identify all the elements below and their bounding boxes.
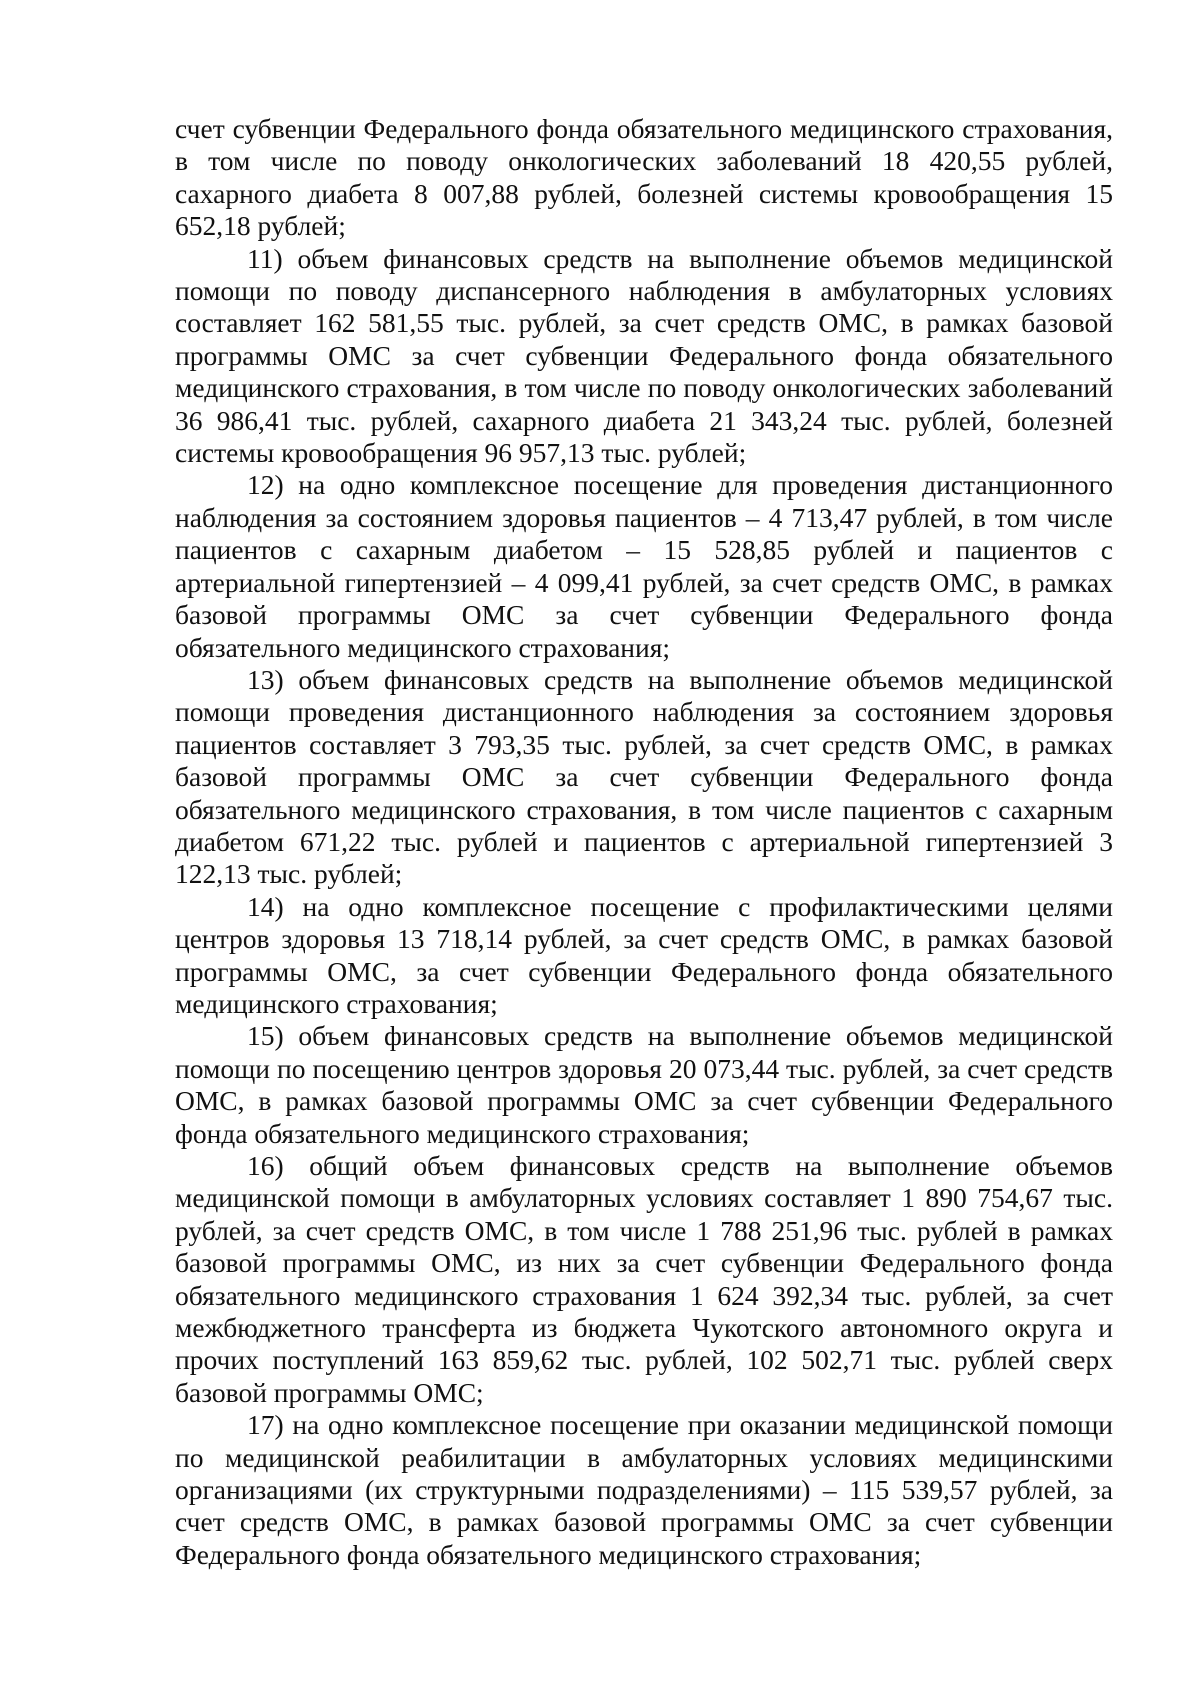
- paragraph-item-14: 14) на одно комплексное посещение с профилактическими целями центров здоровья 13 718,14 рублей, за счет средств ОМС, в рамках базовой программы ОМС, за счет субвенции Федерального фонда обязательного медицинского страхования;: [175, 890, 1113, 1019]
- paragraph-item-16: 16) общий объем финансовых средств на выполнение объемов медицинской помощи в амбулаторных условиях составляет 1 890 754,67 тыс. рублей, за счет средств ОМС, в том числе 1 788 251,96 тыс. рублей в рамках базовой программы ОМС, из них за счет субвенции Федерального фонда обязательного медицинского страхования 1 624 392,34 тыс. рублей, за счет межбюджетного трансферта из бюджета Чукотского автономного округа и прочих поступлений 163 859,62 тыс. рублей, 102 502,71 тыс. рублей сверх базовой программы ОМС;: [175, 1150, 1113, 1408]
- paragraph-item-17: 17) на одно комплексное посещение при оказании медицинской помощи по медицинской реабилитации в амбулаторных условиях медицинскими организациями (их структурными подразделениями) – 115 539,57 рублей, за счет средств ОМС, в рамках базовой программы ОМС за счет субвенции Федерального фонда обязательного медицинского страхования;: [175, 1409, 1113, 1570]
- document-body: [175, 113, 1113, 1571]
- paragraph-item-13: 13) объем финансовых средств на выполнение объемов медицинской помощи проведения дистанционного наблюдения за состоянием здоровья пациентов составляет 3 793,35 тыс. рублей, за счет средств ОМС, в рамках базовой программы ОМС за счет субвенции Федерального фонда обязательного медицинского страхования, в том числе пациентов с сахарным диабетом 671,22 тыс. рублей и пациентов с артериальной гипертензией 3 122,13 тыс. рублей;: [175, 663, 1113, 890]
- paragraph-item-15: 15) объем финансовых средств на выполнение объемов медицинской помощи по посещению центров здоровья 20 073,44 тыс. рублей, за счет средств ОМС, в рамках базовой программы ОМС за счет субвенции Федерального фонда обязательного медицинского страхования;: [175, 1020, 1113, 1149]
- paragraph-continuation: счет субвенции Федерального фонда обязательного медицинского страхования, в том числе по поводу онкологических заболеваний 18 420,55 рублей, сахарного диабета 8 007,88 рублей, болезней системы кровообращения 15 652,18 рублей;: [175, 113, 1113, 242]
- paragraph-item-11: 11) объем финансовых средств на выполнение объемов медицинской помощи по поводу диспансерного наблюдения в амбулаторных условиях составляет 162 581,55 тыс. рублей, за счет средств ОМС, в рамках базовой программы ОМС за счет субвенции Федерального фонда обязательного медицинского страхования, в том числе по поводу онкологических заболеваний 36 986,41 тыс. рублей, сахарного диабета 21 343,24 тыс. рублей, болезней системы кровообращения 96 957,13 тыс. рублей;: [175, 242, 1113, 469]
- paragraph-item-12: 12) на одно комплексное посещение для проведения дистанционного наблюдения за состоянием здоровья пациентов – 4 713,47 рублей, в том числе пациентов с сахарным диабетом – 15 528,85 рублей и пациентов с артериальной гипертензией – 4 099,41 рублей, за счет средств ОМС, в рамках базовой программы ОМС за счет субвенции Федерального фонда обязательного медицинского страхования;: [175, 469, 1113, 663]
